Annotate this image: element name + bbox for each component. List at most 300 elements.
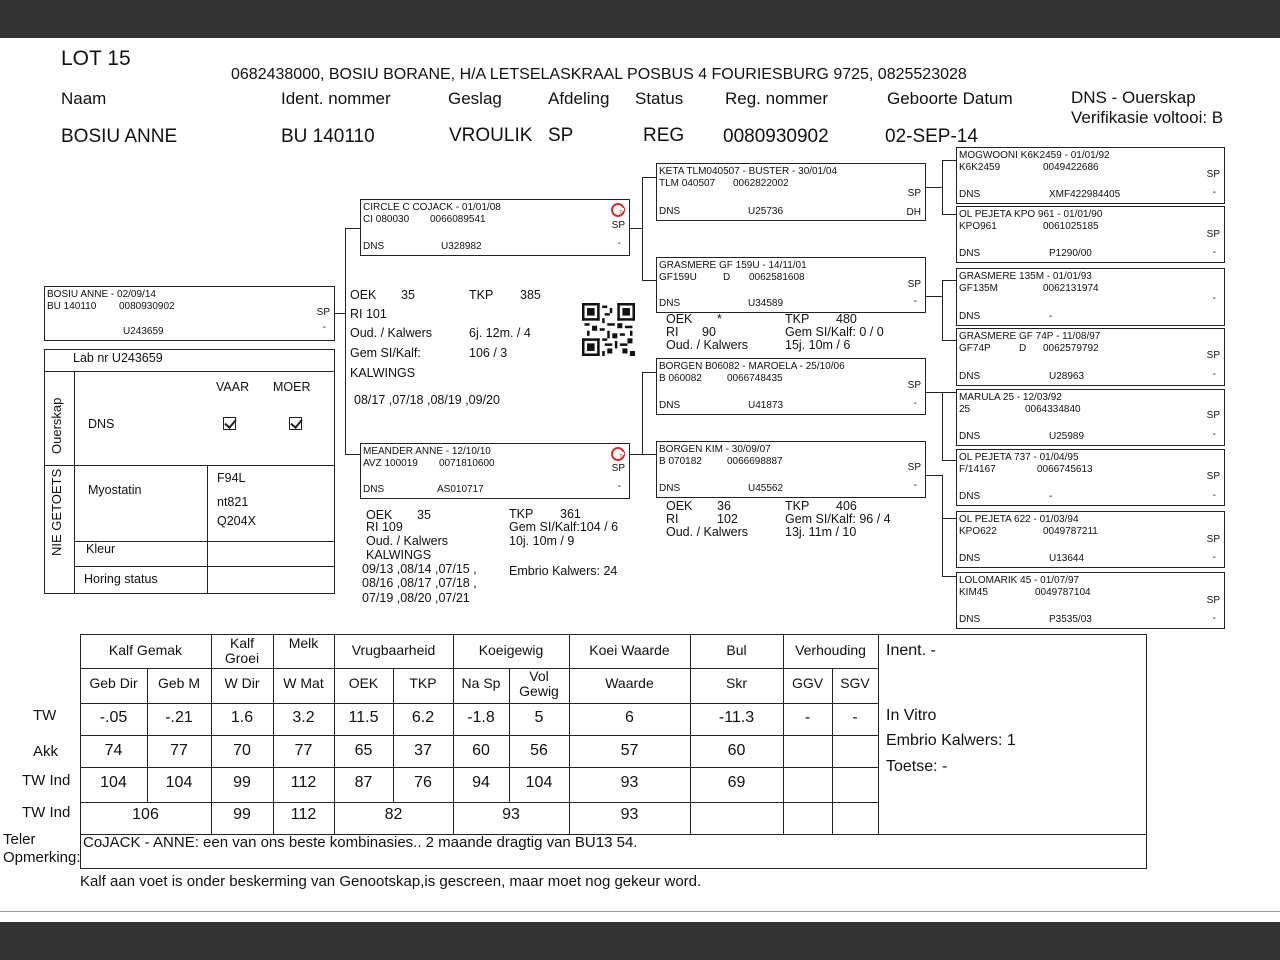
table-cell: 5 [534, 709, 544, 726]
gp2-tkp-label: TKP [785, 312, 810, 326]
vaar-label: VAAR [216, 380, 250, 394]
gp4-oud: 13j. 11m / 10 [785, 525, 857, 539]
ggp8-sp: SP [1206, 595, 1220, 606]
sire-sp: SP [611, 220, 625, 231]
ggp-box-7 [956, 511, 1225, 568]
self-code: U243659 [123, 326, 164, 337]
sire-tkp-label: TKP [469, 288, 494, 302]
gp2-dash: - [913, 296, 917, 307]
ggp8-dns: DNS [959, 614, 981, 625]
gp4-oek: 36 [717, 499, 731, 513]
gp1-id: TLM 040507 [659, 178, 716, 189]
ggp4-reg: 0062579792 [1043, 343, 1099, 354]
table-cell: -11.3 [718, 709, 755, 726]
gp2-reg: 0062581608 [749, 272, 805, 283]
table-cell: 104 [100, 774, 127, 791]
moer-checkbox-icon [289, 417, 302, 430]
table-cell: 56 [530, 742, 548, 759]
ggp-box-3 [956, 268, 1225, 326]
gp4-sp: SP [907, 462, 921, 473]
ident-label: Ident. nommer [281, 89, 391, 108]
connector-ggp5 [942, 392, 956, 393]
allele-3: Q204X [217, 514, 256, 528]
myostatin-label: Myostatin [88, 483, 142, 497]
gp1-sp: SP [907, 188, 921, 199]
table-cell: 76 [414, 774, 432, 791]
ggp3-dash: - [1212, 293, 1216, 304]
gp4-ri-label: RI [666, 512, 679, 526]
gp1-reg: 0062822002 [733, 178, 789, 189]
table-cell: 57 [620, 742, 639, 759]
reg-label: Reg. nommer [725, 89, 828, 108]
top-bar [0, 0, 1280, 38]
table-cell: 104 [165, 774, 193, 791]
dam-dates-2: 08/16 ,08/17 ,07/18 , [362, 576, 477, 590]
table-sub-header: W Mat [283, 675, 324, 691]
gp3-code: U41873 [748, 400, 784, 411]
table-cell: 74 [104, 742, 123, 759]
ggp2-dash: - [1212, 247, 1216, 258]
animal-naam: BOSIU ANNE [61, 126, 178, 147]
table-cell: 37 [414, 742, 432, 759]
table-hline [80, 767, 878, 768]
gp3-reg: 0066748435 [727, 373, 783, 384]
bottom-bar [0, 922, 1280, 960]
table-row-label: TW [33, 707, 57, 724]
animal-geboorte: 02-SEP-14 [885, 126, 978, 147]
ggp7-id: KPO622 [959, 526, 997, 537]
table-cell: - [804, 709, 811, 726]
connector-gp2-out [926, 296, 942, 297]
table-sub-header: OEK [348, 675, 379, 691]
sire-kalwings-dates: 08/17 ,07/18 ,08/19 ,09/20 [354, 393, 500, 407]
ggp-box-5 [956, 389, 1225, 446]
table-cell: 87 [354, 774, 373, 791]
gp-box-2 [656, 257, 926, 313]
connector-ggp8 [942, 576, 956, 577]
ggp-box-1 [956, 147, 1225, 204]
table-sub-header: GGV [791, 675, 824, 691]
connector-gp2 [642, 280, 656, 281]
gp1-dns: DNS [659, 206, 681, 217]
sire-oek-label: OEK [350, 288, 377, 302]
gp4-dns: DNS [659, 483, 681, 494]
horing-label: Horing status [84, 572, 158, 586]
table-vline [273, 634, 274, 834]
ggp1-reg: 0049422686 [1043, 162, 1099, 173]
dam-oud-label: Oud. / Kalwers [366, 534, 448, 548]
toetse-label: Toetse: - [886, 758, 948, 775]
ggp4-code: U28963 [1049, 371, 1085, 382]
ggp3-reg: 0062131974 [1043, 283, 1099, 294]
gp4-dash: - [913, 480, 917, 491]
lot-number: LOT 15 [61, 47, 131, 70]
verifikasie-label: Verifikasie voltooi: B [1071, 108, 1224, 127]
ggp6-title: OL PEJETA 737 - 01/04/95 [959, 452, 1079, 463]
gp2-oek-label: OEK [666, 312, 693, 326]
table-vline [80, 634, 81, 834]
ggp2-title: OL PEJETA KPO 961 - 01/01/90 [959, 209, 1103, 220]
animal-status: REG [643, 125, 685, 146]
inent-label: Inent. - [886, 642, 936, 659]
table-cell: -.05 [99, 709, 128, 726]
ggp6-dash: - [1212, 490, 1216, 501]
gp2-oud-label: Oud. / Kalwers [666, 338, 748, 352]
ggp4-sp: SP [1206, 350, 1220, 361]
embrio-kalwers-label: Embrio Kalwers: 1 [886, 732, 1016, 749]
dam-tkp: 361 [560, 507, 581, 521]
gp1-dh: DH [906, 207, 921, 218]
table-cell: -1.8 [467, 709, 495, 726]
ggp7-code: U13644 [1049, 553, 1085, 564]
connector-ggp2 [942, 214, 956, 215]
society-logo-icon [611, 447, 625, 461]
ggp2-dns: DNS [959, 248, 981, 259]
geslag-label: Geslag [448, 89, 502, 108]
table-vline [783, 634, 784, 834]
gp4-id: B 070182 [659, 456, 702, 467]
dam-oek-label: OEK [366, 508, 393, 522]
ggp6-code: - [1049, 491, 1053, 502]
vaar-checkbox-icon [223, 417, 236, 430]
teler-label: Teler [3, 831, 36, 848]
ggp8-reg: 0049787104 [1035, 587, 1091, 598]
table-vline [334, 634, 335, 834]
dam-oek: 35 [417, 508, 431, 522]
lab-vdivider-1 [74, 371, 75, 594]
connector-gp3-out [926, 392, 942, 393]
table-cell: 106 [132, 806, 159, 823]
table-cell: 70 [233, 742, 251, 759]
ggp6-reg: 0066745613 [1037, 464, 1093, 475]
dam-embrio: Embrio Kalwers: 24 [509, 564, 618, 578]
ggp6-sp: SP [1206, 471, 1220, 482]
ggp3-id: GF135M [959, 283, 998, 294]
connector-gp1-out [926, 187, 942, 188]
table-group-header: Kalf Gemak [108, 642, 183, 658]
dam-code: AS010717 [437, 484, 484, 495]
connector-sire-out [630, 228, 642, 229]
ggp1-sp: SP [1206, 169, 1220, 180]
ggp2-code: P1290/00 [1049, 248, 1092, 259]
sire-oud-label: Oud. / Kalwers [350, 326, 432, 340]
table-sub-header: TKP [409, 675, 437, 691]
ggp5-title: MARULA 25 - 12/03/92 [959, 392, 1062, 403]
connector-ggp3 [942, 280, 956, 281]
table-sub-header: Geb Dir [89, 675, 138, 691]
gp2-oek: * [717, 312, 722, 326]
ggp1-code: XMF422984405 [1049, 189, 1121, 200]
table-row-label: Akk [33, 743, 59, 760]
sire-code: U328982 [441, 241, 482, 252]
ggp4-id: GF74P [959, 343, 991, 354]
dam-dates-1: 09/13 ,08/14 ,07/15 , [362, 562, 477, 576]
ggp7-reg: 0049787211 [1043, 526, 1098, 537]
connector-sire-gp [642, 177, 643, 280]
table-hline [80, 703, 878, 704]
table-cell: - [852, 709, 858, 726]
ggp3-title: GRASMERE 135M - 01/01/93 [959, 271, 1092, 282]
table-cell: 82 [384, 806, 403, 823]
table-row-label: TW Ind [22, 772, 71, 789]
ggp2-id: KPO961 [959, 221, 997, 232]
gp-box-3 [656, 358, 926, 415]
lab-divider-1 [44, 371, 335, 372]
table-hline [80, 668, 878, 669]
ggp7-dns: DNS [959, 553, 981, 564]
table-sub-header: Geb M [157, 675, 200, 691]
self-reg: 0080930902 [119, 301, 175, 312]
svg-text:T: T [619, 455, 623, 461]
table-cell: 112 [290, 774, 317, 791]
connector-self [335, 313, 345, 314]
table-vline [878, 634, 879, 834]
self-dash: - [322, 322, 326, 333]
table-cell: 104 [525, 774, 553, 791]
sire-id: CI 080030 [363, 214, 410, 225]
opmerking-text: CoJACK - ANNE: een van ons beste kombinasies.. 2 maande dragtig van BU13 54. [83, 834, 638, 851]
table-cell: 93 [620, 774, 639, 791]
sire-dns: DNS [363, 241, 385, 252]
sire-box [360, 199, 630, 256]
footer-divider [0, 911, 1280, 912]
dam-kalwings: KALWINGS [366, 548, 432, 562]
gp4-tkp: 406 [836, 499, 857, 513]
table-vline [832, 668, 833, 834]
ggp6-dns: DNS [959, 491, 981, 502]
sire-ri: RI 101 [350, 307, 387, 321]
society-logo-icon [611, 203, 625, 217]
table-cell: 77 [294, 742, 313, 759]
geboorte-label: Geboorte Datum [887, 89, 1013, 108]
connector-ggp7 [942, 518, 956, 519]
connector-ggp6 [942, 460, 956, 461]
table-group-header: Vrugbaarheid [351, 642, 436, 658]
ggp8-title: LOLOMARIK 45 - 01/07/97 [959, 575, 1080, 586]
table-cell: 65 [354, 742, 373, 759]
table-group-header: Koeigewig [478, 642, 544, 658]
sire-dash: - [617, 238, 621, 249]
table-group-header: Melk [288, 635, 319, 651]
table-hline [80, 735, 878, 736]
ggp8-id: KIM45 [959, 587, 988, 598]
ggp4-dash: - [1212, 369, 1216, 380]
table-vline [569, 634, 570, 834]
gp1-code: U25736 [748, 206, 784, 217]
gp4-ri: 102 [717, 512, 738, 526]
table-cell: 77 [170, 742, 188, 759]
gp2-d: D [723, 272, 731, 283]
table-cell: 69 [727, 774, 746, 791]
table-cell: -.21 [165, 709, 193, 726]
table-vline [690, 634, 691, 834]
table-hline [80, 802, 878, 803]
ggp6-id: F/14167 [959, 464, 996, 475]
nie-getoets-label: NIE GETOETS [49, 468, 64, 556]
naam-label: Naam [61, 89, 107, 108]
gp4-gem: Gem SI/Kalf: 96 / 4 [785, 512, 891, 526]
status-label: Status [635, 89, 684, 108]
gp3-title: BORGEN B06082 - MAROELA - 25/10/06 [659, 361, 845, 372]
footnote: Kalf aan voet is onder beskerming van Genootskap,is gescreen, maar moet nog gekeur word. [80, 873, 702, 890]
gp1-title: KETA TLM040507 - BUSTER - 30/01/04 [659, 166, 838, 177]
animal-reg: 0080930902 [723, 126, 829, 147]
connector-ggp4 [942, 340, 956, 341]
ggp-box-6 [956, 449, 1225, 506]
dam-id: AVZ 100019 [363, 458, 418, 469]
ggp7-title: OL PEJETA 622 - 01/03/94 [959, 514, 1079, 525]
gp2-code: U34589 [748, 298, 784, 309]
connector-dam-gp [642, 372, 643, 454]
connector-gp1 [642, 177, 656, 178]
gp2-tkp: 480 [836, 312, 857, 326]
ggp4-dns: DNS [959, 371, 981, 382]
connector-dam-out [630, 454, 642, 455]
svg-text:T: T [619, 211, 623, 217]
dam-box [360, 443, 630, 499]
ggp8-dash: - [1212, 613, 1216, 624]
ggp4-d: D [1019, 343, 1027, 354]
sire-gem: 106 / 3 [469, 346, 508, 360]
qr-code-icon [582, 303, 635, 356]
dam-oud: 10j. 10m / 9 [509, 534, 575, 548]
connector-ggp34 [942, 280, 943, 340]
ggp8-code: P3535/03 [1049, 614, 1092, 625]
in-vitro-label: In Vitro [886, 707, 937, 724]
gp3-id: B 060082 [659, 373, 702, 384]
dam-dns: DNS [363, 484, 385, 495]
ggp1-dns: DNS [959, 189, 981, 200]
table-cell: 1.6 [230, 709, 254, 726]
table-group-header: Verhouding [795, 642, 866, 658]
table-vline [453, 634, 454, 834]
gp2-title: GRASMERE GF 159U - 14/11/01 [659, 260, 807, 271]
table-row-label: TW Ind [22, 804, 71, 821]
self-title: BOSIU ANNE - 02/09/14 [47, 289, 156, 300]
ggp2-reg: 0061025185 [1043, 221, 1099, 232]
allele-2: nt821 [217, 495, 249, 509]
gp3-sp: SP [907, 380, 921, 391]
ggp1-title: MOGWOONI K6K2459 - 01/01/92 [959, 150, 1110, 161]
ggp5-id: 25 [959, 404, 971, 415]
lab-dns: DNS [88, 417, 115, 431]
table-cell: 60 [472, 742, 490, 759]
ggp4-title: GRASMERE GF 74P - 11/08/97 [959, 331, 1101, 342]
gp4-tkp-label: TKP [785, 499, 810, 513]
table-sub-header: Skr [726, 675, 747, 691]
connector-gp4 [642, 454, 656, 455]
gp4-title: BORGEN KIM - 30/09/07 [659, 444, 771, 455]
table-group-header: Koei Waarde [589, 642, 670, 658]
self-id: BU 140110 [47, 301, 97, 312]
gp4-oud-label: Oud. / Kalwers [666, 525, 748, 539]
table-cell: 94 [472, 774, 490, 791]
lab-divider-4 [74, 566, 335, 567]
sire-gem-label: Gem SI/Kalf: [350, 346, 421, 360]
table-cell: 3.2 [292, 709, 315, 726]
lab-vdivider-2 [207, 465, 208, 594]
table-cell: 6.2 [411, 709, 435, 726]
ggp5-dns: DNS [959, 431, 981, 442]
lab-divider-2 [44, 465, 335, 466]
animal-geslag: VROULIK [449, 125, 533, 146]
owner-line: 0682438000, BOSIU BORANE, H/A LETSELASKRAAL POSBUS 4 FOURIESBURG 9725, 0825523028 [231, 66, 967, 83]
dam-title: MEANDER ANNE - 12/10/10 [363, 446, 491, 457]
table-sub-header: SGV [840, 675, 870, 691]
sire-oud: 6j. 12m. / 4 [469, 326, 531, 340]
ggp2-sp: SP [1206, 229, 1220, 240]
self-pedigree-box [44, 286, 335, 341]
sire-title: CIRCLE C COJACK - 01/01/08 [363, 202, 501, 213]
table-sub-header: Vol Gewig [519, 668, 559, 699]
ggp-box-2 [956, 206, 1225, 263]
ggp3-code: - [1049, 311, 1053, 322]
table-cell: 99 [233, 806, 251, 823]
moer-label: MOER [273, 380, 311, 394]
connector-sire [345, 228, 360, 229]
gp3-dns: DNS [659, 400, 681, 411]
ggp7-sp: SP [1206, 534, 1220, 545]
sire-oek: 35 [401, 288, 415, 302]
ggp1-dash: - [1212, 187, 1216, 198]
connector-gp3 [642, 372, 656, 373]
ggp3-dns: DNS [959, 311, 981, 322]
gp2-ri: 90 [702, 325, 716, 339]
ouerskap-label: Ouerskap [49, 397, 64, 454]
table-cell: 112 [290, 806, 317, 823]
connector-ggp12 [942, 160, 943, 214]
ggp5-dash: - [1212, 429, 1216, 440]
animal-ident: BU 140110 [281, 126, 375, 147]
afdeling-label: Afdeling [548, 89, 610, 108]
gp2-gem: Gem SI/Kalf: 0 / 0 [785, 325, 884, 339]
connector-ggp78 [942, 475, 943, 576]
dam-tkp-label: TKP [509, 507, 534, 521]
sire-reg: 0066089541 [430, 214, 486, 225]
gp2-ri-label: RI [666, 325, 679, 339]
gp2-dns: DNS [659, 298, 681, 309]
ggp1-id: K6K2459 [959, 162, 1001, 173]
connector-dam [345, 454, 360, 455]
gp2-id: GF159U [659, 272, 697, 283]
table-cell: 93 [502, 806, 520, 823]
table-group-header: Bul [726, 642, 747, 658]
gp4-reg: 0066698887 [727, 456, 783, 467]
ggp-box-4 [956, 328, 1225, 386]
ggp5-reg: 0064334840 [1025, 404, 1081, 415]
gp4-oek-label: OEK [666, 499, 693, 513]
animal-afdeling: SP [548, 125, 574, 146]
ggp5-sp: SP [1206, 410, 1220, 421]
gp2-oud: 15j. 10m / 6 [785, 338, 851, 352]
dam-dash: - [617, 481, 621, 492]
opmerking-label: Opmerking: [3, 849, 81, 866]
dam-sp: SP [611, 463, 625, 474]
dns-ouerskap-label: DNS - Ouerskap [1071, 88, 1196, 107]
dam-ri: RI 109 [366, 520, 403, 534]
allele-1: F94L [217, 471, 246, 485]
connector-gp4-out [926, 475, 942, 476]
dam-dates-3: 07/19 ,08/20 ,07/21 [362, 591, 470, 605]
lab-nr: Lab nr U243659 [73, 351, 163, 365]
sire-kalwings: KALWINGS [350, 366, 416, 380]
table-cell: 60 [727, 742, 746, 759]
gp2-sp: SP [907, 279, 921, 290]
gp-box-1 [656, 163, 926, 221]
gp3-dash: - [913, 398, 917, 409]
table-cell: 99 [233, 774, 251, 791]
self-sp: SP [316, 307, 330, 318]
